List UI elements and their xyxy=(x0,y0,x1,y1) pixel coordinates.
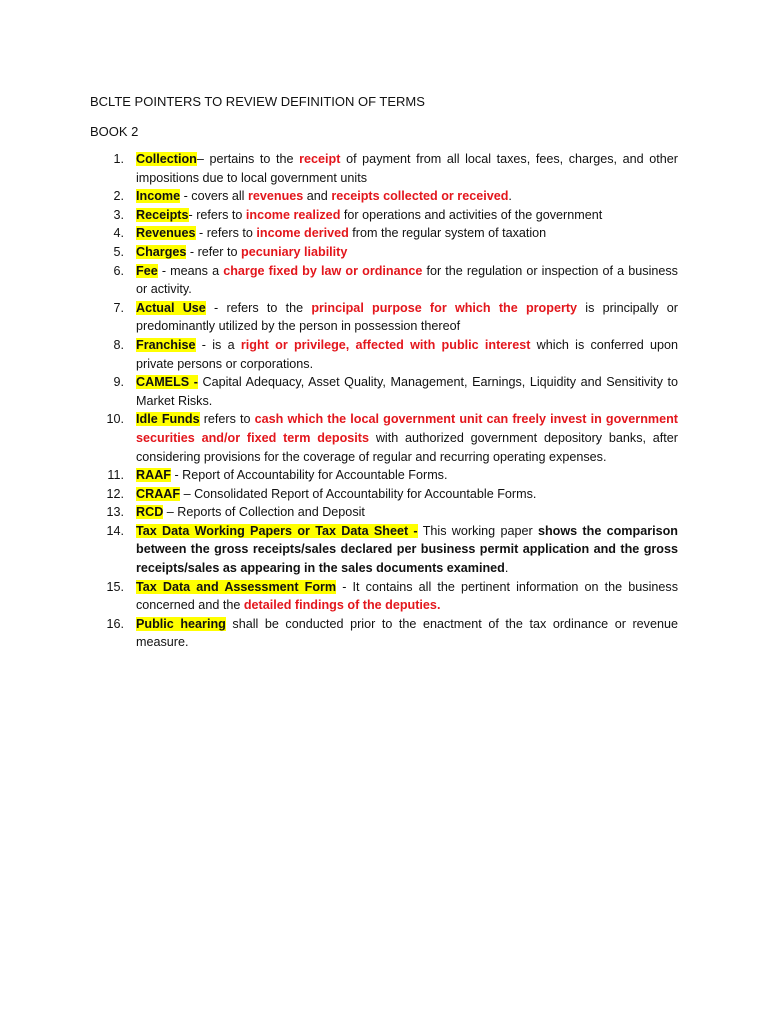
term-emphasis: right or privilege, affected with public interest xyxy=(240,337,531,352)
term-text xyxy=(136,524,678,575)
term-text xyxy=(136,412,678,463)
term-text xyxy=(136,468,447,482)
term-definition: – Consolidated Report of Accountability for Accountable Forms. xyxy=(180,486,537,501)
term-number: 3. xyxy=(113,207,124,222)
term-number: 9. xyxy=(113,375,124,390)
term-item xyxy=(90,466,678,485)
term-emphasis: principal purpose for which the property xyxy=(311,300,578,315)
term-keyword: Franchise xyxy=(136,337,196,352)
term-emphasis: receipt xyxy=(299,152,341,166)
term-definition: . xyxy=(508,189,512,204)
term-item xyxy=(90,410,678,466)
term-bold: shows the comparison between the gross receipts/sales declared per business permit application and the gross receipts/sales as appearing in the sales documents examined xyxy=(136,523,678,576)
term-definition: from the regular system of taxation xyxy=(348,226,547,241)
term-emphasis: income derived xyxy=(256,226,349,241)
term-number: 11. xyxy=(107,468,124,483)
term-emphasis: detailed findings of the deputies. xyxy=(243,598,441,613)
term-definition: of payment from all local taxes, fees, charges, and other impositions due to local government units xyxy=(136,152,678,185)
term-item xyxy=(90,299,678,336)
term-definition: refers to xyxy=(199,412,255,427)
term-definition: - It contains all the pertinent information on the business concerned and the xyxy=(136,579,678,613)
term-keyword: Revenues xyxy=(136,226,196,241)
term-item xyxy=(90,336,678,373)
term-number: 15. xyxy=(106,579,124,594)
term-text xyxy=(136,208,602,222)
term-definition: - refer to xyxy=(186,244,241,259)
document-title: BCLTE POINTERS TO REVIEW DEFINITION OF TERMS xyxy=(90,94,425,109)
term-text xyxy=(136,375,678,408)
term-item xyxy=(90,522,678,578)
term-emphasis: revenues xyxy=(247,189,304,204)
term-item xyxy=(90,485,678,504)
term-number: 14. xyxy=(106,523,124,538)
term-keyword: Charges xyxy=(136,244,187,259)
term-text xyxy=(136,189,512,203)
term-definition: Capital Adequacy, Asset Quality, Management, Earnings, Liquidity and Sensitivity to Market Risks. xyxy=(136,375,678,408)
term-definition: This working paper xyxy=(417,523,538,538)
terms-list xyxy=(90,150,678,652)
term-text xyxy=(136,264,678,297)
term-emphasis: cash which the local government unit can freely invest in government securities and/or fixed term deposits xyxy=(136,412,678,445)
term-keyword: CAMELS - xyxy=(136,375,198,390)
term-definition: - means a xyxy=(157,263,224,278)
term-item xyxy=(90,578,678,615)
term-keyword: Fee xyxy=(136,263,158,278)
term-keyword: Collection xyxy=(136,152,197,166)
term-emphasis: receipts collected or received xyxy=(331,189,509,204)
term-keyword: Tax Data Working Papers or Tax Data Sheet - xyxy=(136,523,418,538)
term-definition: for the regulation or inspection of a business or activity. xyxy=(136,263,678,297)
term-item xyxy=(90,262,678,299)
term-item xyxy=(90,373,678,410)
term-definition: shall be conducted prior to the enactment of the tax ordinance or revenue measure. xyxy=(136,616,678,650)
term-number: 2. xyxy=(113,189,124,204)
term-number: 6. xyxy=(113,263,124,278)
term-item xyxy=(90,224,678,243)
term-definition: – pertains to the xyxy=(196,152,300,166)
term-definition: for operations and activities of the government xyxy=(340,207,603,222)
term-number: 13. xyxy=(106,505,124,520)
term-definition: which is conferred upon private persons or corporations. xyxy=(136,337,678,371)
term-definition: . xyxy=(504,561,509,576)
term-keyword: Income xyxy=(136,189,181,204)
term-number: 5. xyxy=(113,244,124,259)
term-emphasis: income realized xyxy=(245,207,341,222)
term-item xyxy=(90,206,678,225)
term-definition: with authorized government depository banks, after considering provisions for the coverage of regular and recurring operating expenses. xyxy=(136,430,678,464)
term-text xyxy=(136,338,678,371)
term-number: 7. xyxy=(113,300,124,315)
term-emphasis: charge fixed by law or ordinance xyxy=(223,263,423,278)
term-item xyxy=(90,187,678,206)
term-definition: - refers to xyxy=(195,226,257,241)
term-text xyxy=(136,245,347,259)
term-item xyxy=(90,243,678,262)
term-text xyxy=(136,580,678,613)
term-text xyxy=(136,617,678,650)
term-keyword: Actual Use xyxy=(136,300,206,315)
term-number: 1. xyxy=(113,152,124,166)
term-text xyxy=(136,152,678,185)
term-number: 16. xyxy=(106,616,124,631)
term-text xyxy=(136,301,678,334)
book-label: BOOK 2 xyxy=(90,124,139,139)
term-definition: – Reports of Collection and Deposit xyxy=(163,505,365,520)
term-item xyxy=(90,615,678,652)
term-keyword: RAAF xyxy=(136,468,171,483)
term-definition: - is a xyxy=(195,337,241,352)
term-definition: and xyxy=(303,189,332,204)
term-text xyxy=(136,505,365,519)
term-definition: is principally or predominantly utilized by the person in possession thereof xyxy=(136,300,678,334)
term-keyword: Tax Data and Assessment Form xyxy=(136,579,337,594)
term-keyword: Public hearing xyxy=(136,616,226,631)
term-text xyxy=(136,226,546,240)
term-definition: - refers to xyxy=(188,207,246,222)
term-text xyxy=(136,487,536,501)
term-item xyxy=(90,150,678,187)
term-keyword: RCD xyxy=(136,505,164,520)
term-number: 12. xyxy=(106,486,124,501)
term-keyword: Idle Funds xyxy=(136,412,200,427)
term-emphasis: pecuniary liability xyxy=(241,244,348,259)
term-definition: - covers all xyxy=(180,189,248,204)
term-item xyxy=(90,503,678,522)
term-keyword: Receipts xyxy=(136,207,189,222)
term-number: 8. xyxy=(113,337,124,352)
term-number: 4. xyxy=(113,226,124,241)
term-keyword: CRAAF xyxy=(136,486,181,501)
term-number: 10. xyxy=(106,412,124,427)
term-definition: - Report of Accountability for Accountable Forms. xyxy=(170,468,448,483)
term-definition: - refers to the xyxy=(205,300,312,315)
